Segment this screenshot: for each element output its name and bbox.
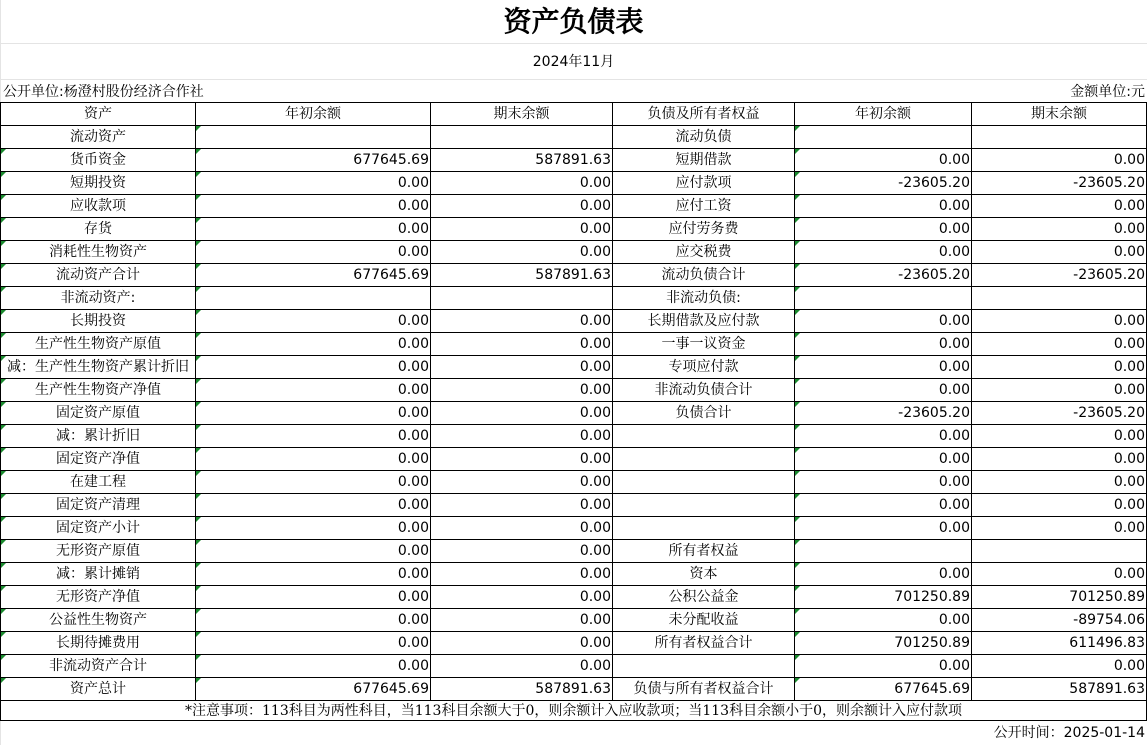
amount-cell[interactable]: 587891.63 <box>431 678 613 701</box>
amount-cell[interactable]: 0.00 <box>431 609 613 632</box>
item-name-cell[interactable]: 公益性生物资产 <box>1 609 196 632</box>
header-cell[interactable]: 期末余额 <box>431 103 613 126</box>
item-name-cell[interactable]: 应收款项 <box>1 195 196 218</box>
amount-cell[interactable]: 0.00 <box>972 333 1147 356</box>
amount-cell[interactable] <box>795 540 972 563</box>
amount-cell[interactable]: 0.00 <box>795 379 972 402</box>
amount-cell[interactable]: 0.00 <box>431 517 613 540</box>
amount-cell[interactable]: 0.00 <box>431 172 613 195</box>
table-row <box>1 655 1147 678</box>
table-row <box>1 425 1147 448</box>
table-row <box>1 333 1147 356</box>
item-name-cell[interactable]: 应交税费 <box>613 241 795 264</box>
item-name-cell[interactable] <box>613 448 795 471</box>
item-name-cell[interactable]: 减：累计折旧 <box>1 425 196 448</box>
item-name-cell[interactable]: 非流动负债: <box>613 287 795 310</box>
amount-cell[interactable]: 0.00 <box>972 494 1147 517</box>
amount-cell[interactable]: 0.00 <box>972 195 1147 218</box>
table-row <box>1 471 1147 494</box>
item-name-cell[interactable]: 固定资产净值 <box>1 448 196 471</box>
amount-cell[interactable]: 0.00 <box>431 471 613 494</box>
amount-cell[interactable]: 0.00 <box>196 517 431 540</box>
item-name-cell[interactable]: 所有者权益 <box>613 540 795 563</box>
amount-cell[interactable]: 0.00 <box>795 655 972 678</box>
amount-cell[interactable]: 611496.83 <box>972 632 1147 655</box>
amount-cell[interactable] <box>196 287 431 310</box>
table-row <box>1 287 1147 310</box>
table-row <box>1 172 1147 195</box>
header-cell[interactable]: 资产 <box>1 103 196 126</box>
amount-cell[interactable]: 0.00 <box>431 655 613 678</box>
amount-cell[interactable]: 0.00 <box>795 356 972 379</box>
amount-cell[interactable]: 0.00 <box>431 448 613 471</box>
amount-cell[interactable]: 0.00 <box>431 540 613 563</box>
table-row <box>1 379 1147 402</box>
item-name-cell[interactable]: 存货 <box>1 218 196 241</box>
item-name-cell[interactable]: 应付劳务费 <box>613 218 795 241</box>
table-row <box>1 356 1147 379</box>
item-name-cell[interactable]: 短期投资 <box>1 172 196 195</box>
amount-cell[interactable]: 0.00 <box>795 425 972 448</box>
amount-cell[interactable]: 0.00 <box>196 632 431 655</box>
amount-cell[interactable]: 0.00 <box>795 448 972 471</box>
item-name-cell[interactable]: 短期借款 <box>613 149 795 172</box>
amount-cell[interactable]: 0.00 <box>196 402 431 425</box>
item-name-cell[interactable]: 在建工程 <box>1 471 196 494</box>
item-name-cell[interactable]: 流动负债合计 <box>613 264 795 287</box>
amount-cell[interactable]: -23605.20 <box>972 172 1147 195</box>
item-name-cell[interactable]: 生产性生物资产原值 <box>1 333 196 356</box>
table-row <box>1 241 1147 264</box>
amount-cell[interactable]: 0.00 <box>972 471 1147 494</box>
amount-cell[interactable]: 0.00 <box>972 218 1147 241</box>
table-row <box>1 264 1147 287</box>
header-cell[interactable]: 年初余额 <box>196 103 431 126</box>
amount-cell[interactable]: 0.00 <box>431 425 613 448</box>
table-row <box>1 218 1147 241</box>
amount-cell[interactable]: 0.00 <box>431 310 613 333</box>
amount-cell[interactable]: 0.00 <box>795 241 972 264</box>
item-name-cell[interactable]: 固定资产原值 <box>1 402 196 425</box>
amount-cell[interactable]: 0.00 <box>431 241 613 264</box>
amount-cell[interactable]: 0.00 <box>972 563 1147 586</box>
amount-cell[interactable]: 701250.89 <box>795 586 972 609</box>
balance-sheet-table <box>0 102 1147 701</box>
amount-cell[interactable]: 0.00 <box>196 609 431 632</box>
item-name-cell[interactable]: 长期投资 <box>1 310 196 333</box>
amount-cell[interactable]: 0.00 <box>431 563 613 586</box>
item-name-cell[interactable]: 固定资产小计 <box>1 517 196 540</box>
amount-cell[interactable]: 0.00 <box>972 448 1147 471</box>
item-name-cell[interactable] <box>613 655 795 678</box>
publish-time: 公开时间：2025-01-14 <box>993 725 1145 741</box>
amount-cell[interactable]: 0.00 <box>196 172 431 195</box>
amount-cell[interactable]: 0.00 <box>795 333 972 356</box>
amount-cell[interactable]: 0.00 <box>795 310 972 333</box>
item-name-cell[interactable]: 应付款项 <box>613 172 795 195</box>
table-header-row <box>1 103 1147 126</box>
amount-cell[interactable]: 0.00 <box>196 241 431 264</box>
item-name-cell[interactable]: 一事一议资金 <box>613 333 795 356</box>
amount-cell[interactable] <box>972 287 1147 310</box>
amount-cell[interactable]: 701250.89 <box>972 586 1147 609</box>
header-cell[interactable]: 年初余额 <box>795 103 972 126</box>
amount-cell[interactable]: 0.00 <box>431 218 613 241</box>
amount-cell[interactable]: 677645.69 <box>196 678 431 701</box>
item-name-cell[interactable]: 负债与所有者权益合计 <box>613 678 795 701</box>
table-row <box>1 563 1147 586</box>
amount-cell[interactable] <box>196 126 431 149</box>
amount-cell[interactable]: 0.00 <box>196 655 431 678</box>
item-name-cell[interactable]: 非流动资产: <box>1 287 196 310</box>
item-name-cell[interactable]: 长期待摊费用 <box>1 632 196 655</box>
item-name-cell[interactable]: 应付工资 <box>613 195 795 218</box>
item-name-cell[interactable] <box>613 425 795 448</box>
amount-cell[interactable]: -23605.20 <box>795 264 972 287</box>
item-name-cell[interactable]: 无形资产净值 <box>1 586 196 609</box>
amount-cell[interactable]: 0.00 <box>196 333 431 356</box>
amount-cell[interactable]: 0.00 <box>795 517 972 540</box>
item-name-cell[interactable]: 负债合计 <box>613 402 795 425</box>
item-name-cell[interactable]: 流动资产合计 <box>1 264 196 287</box>
amount-cell[interactable]: 0.00 <box>196 471 431 494</box>
amount-cell[interactable]: 0.00 <box>795 471 972 494</box>
table-row <box>1 126 1147 149</box>
item-name-cell[interactable]: 减：生产性生物资产累计折旧 <box>1 356 196 379</box>
amount-cell[interactable]: 0.00 <box>196 356 431 379</box>
table-row <box>1 517 1147 540</box>
amount-cell[interactable]: 0.00 <box>795 609 972 632</box>
amount-cell[interactable]: 587891.63 <box>972 678 1147 701</box>
item-name-cell[interactable] <box>613 517 795 540</box>
reporting-entity: 公开单位:杨澄村股份经济合作社 <box>3 84 204 100</box>
item-name-cell[interactable]: 流动负债 <box>613 126 795 149</box>
item-name-cell[interactable]: 消耗性生物资产 <box>1 241 196 264</box>
amount-cell[interactable]: 0.00 <box>795 195 972 218</box>
amount-cell[interactable]: 0.00 <box>431 586 613 609</box>
header-cell[interactable]: 期末余额 <box>972 103 1147 126</box>
table-row <box>1 402 1147 425</box>
amount-cell[interactable]: 0.00 <box>431 195 613 218</box>
item-name-cell[interactable] <box>613 471 795 494</box>
amount-cell[interactable]: 0.00 <box>972 310 1147 333</box>
amount-cell[interactable]: 0.00 <box>196 563 431 586</box>
amount-cell[interactable]: 0.00 <box>431 379 613 402</box>
amount-cell[interactable]: 0.00 <box>196 586 431 609</box>
amount-cell[interactable]: 0.00 <box>795 149 972 172</box>
amount-cell[interactable]: 0.00 <box>795 218 972 241</box>
item-name-cell[interactable]: 流动资产 <box>1 126 196 149</box>
amount-cell[interactable]: 701250.89 <box>795 632 972 655</box>
amount-cell[interactable]: 0.00 <box>196 540 431 563</box>
table-row <box>1 540 1147 563</box>
report-period: 2024年11月 <box>0 44 1147 80</box>
amount-cell[interactable]: 0.00 <box>196 310 431 333</box>
table-row <box>1 310 1147 333</box>
amount-cell[interactable]: 0.00 <box>196 425 431 448</box>
table-row <box>1 149 1147 172</box>
amount-cell[interactable]: -89754.06 <box>972 609 1147 632</box>
amount-cell[interactable]: 677645.69 <box>196 264 431 287</box>
amount-cell[interactable] <box>431 287 613 310</box>
amount-cell[interactable]: 677645.69 <box>196 149 431 172</box>
amount-cell[interactable]: 0.00 <box>196 379 431 402</box>
item-name-cell[interactable] <box>613 494 795 517</box>
amount-cell[interactable]: 0.00 <box>431 632 613 655</box>
amount-cell[interactable]: -23605.20 <box>972 402 1147 425</box>
amount-cell[interactable]: 0.00 <box>196 448 431 471</box>
amount-cell[interactable]: 0.00 <box>431 402 613 425</box>
amount-cell[interactable]: -23605.20 <box>795 402 972 425</box>
item-name-cell[interactable]: 货币资金 <box>1 149 196 172</box>
item-name-cell[interactable]: 非流动负债合计 <box>613 379 795 402</box>
amount-cell[interactable]: 0.00 <box>972 379 1147 402</box>
amount-cell[interactable]: 0.00 <box>431 356 613 379</box>
item-name-cell[interactable]: 未分配收益 <box>613 609 795 632</box>
item-name-cell[interactable]: 所有者权益合计 <box>613 632 795 655</box>
table-row <box>1 609 1147 632</box>
item-name-cell[interactable]: 专项应付款 <box>613 356 795 379</box>
table-row <box>1 586 1147 609</box>
amount-cell[interactable]: 587891.63 <box>431 264 613 287</box>
table-row <box>1 448 1147 471</box>
amount-cell[interactable]: 0.00 <box>196 218 431 241</box>
amount-cell[interactable]: 587891.63 <box>431 149 613 172</box>
item-name-cell[interactable]: 资产总计 <box>1 678 196 701</box>
amount-cell[interactable] <box>972 540 1147 563</box>
amount-cell[interactable]: 0.00 <box>972 517 1147 540</box>
item-name-cell[interactable]: 资本 <box>613 563 795 586</box>
amount-cell[interactable]: 0.00 <box>972 241 1147 264</box>
footnote: *注意事项：113科目为两性科目，当113科目余额大于0，则余额计入应收款项；当113科目余额小于0，则余额计入应付款项 <box>0 701 1147 721</box>
amount-cell[interactable] <box>431 126 613 149</box>
amount-cell[interactable]: 0.00 <box>972 425 1147 448</box>
amount-cell[interactable]: 0.00 <box>795 563 972 586</box>
table-row <box>1 494 1147 517</box>
page-title: 资产负债表 <box>0 0 1147 44</box>
amount-cell[interactable]: -23605.20 <box>972 264 1147 287</box>
amount-cell[interactable]: 0.00 <box>196 195 431 218</box>
item-name-cell[interactable]: 长期借款及应付款 <box>613 310 795 333</box>
amount-cell[interactable]: 0.00 <box>972 655 1147 678</box>
item-name-cell[interactable]: 公积公益金 <box>613 586 795 609</box>
amount-cell[interactable]: 0.00 <box>431 494 613 517</box>
amount-cell[interactable]: -23605.20 <box>795 172 972 195</box>
amount-cell[interactable]: 0.00 <box>795 494 972 517</box>
currency-unit: 金额单位:元 <box>1070 84 1145 100</box>
amount-cell[interactable] <box>972 126 1147 149</box>
unit-row <box>0 80 1147 102</box>
item-name-cell[interactable]: 非流动资产合计 <box>1 655 196 678</box>
item-name-cell[interactable]: 无形资产原值 <box>1 540 196 563</box>
item-name-cell[interactable]: 减：累计摊销 <box>1 563 196 586</box>
table-row <box>1 195 1147 218</box>
amount-cell[interactable]: 0.00 <box>972 356 1147 379</box>
item-name-cell[interactable]: 固定资产清理 <box>1 494 196 517</box>
amount-cell[interactable]: 0.00 <box>196 494 431 517</box>
table-row <box>1 678 1147 701</box>
header-cell[interactable]: 负债及所有者权益 <box>613 103 795 126</box>
amount-cell[interactable] <box>795 287 972 310</box>
amount-cell[interactable]: 0.00 <box>431 333 613 356</box>
amount-cell[interactable]: 677645.69 <box>795 678 972 701</box>
amount-cell[interactable] <box>795 126 972 149</box>
amount-cell[interactable]: 0.00 <box>972 149 1147 172</box>
table-row <box>1 632 1147 655</box>
item-name-cell[interactable]: 生产性生物资产净值 <box>1 379 196 402</box>
